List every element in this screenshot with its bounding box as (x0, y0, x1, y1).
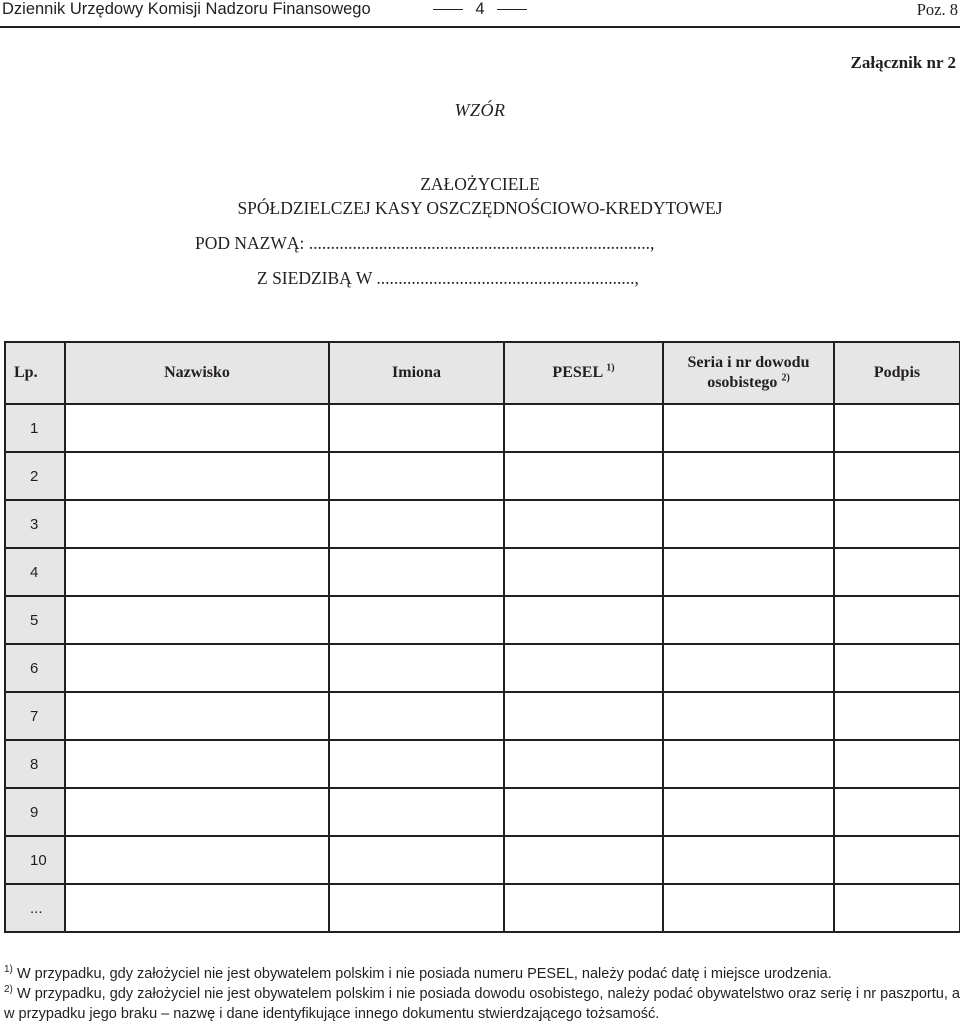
row-number: 5 (5, 596, 65, 644)
table-row (5, 548, 960, 596)
page-number (0, 0, 960, 19)
id-document-cell[interactable] (663, 884, 834, 932)
footnotes (4, 964, 960, 1024)
table-row (5, 644, 960, 692)
first-names-cell[interactable] (329, 788, 504, 836)
footnote-2-ref: 2) (4, 984, 13, 996)
row-number: 7 (5, 692, 65, 740)
pesel-cell[interactable] (504, 740, 663, 788)
table-row (5, 404, 960, 452)
col-lp: Lp. (5, 342, 65, 404)
first-names-cell[interactable] (329, 644, 504, 692)
row-number: 4 (5, 548, 65, 596)
col-id-line1: Seria i nr dowodu (687, 354, 810, 371)
signature-cell[interactable] (834, 500, 960, 548)
footnote-1-ref: 1) (4, 964, 13, 976)
journal-title: Dziennik Urzędowy Komisji Nadzoru Finansowego (2, 0, 371, 18)
page-number-value: 4 (475, 0, 485, 18)
footnote-2-text: W przypadku, gdy założyciel nie jest obywatelem polskim i nie posiada dowodu osobistego, należy podać obywatelstwo oraz serię i nr paszportu, a w przypadku jego braku – nazwę i dane identyfikujące innego dokumentu stwierdzającego tożsamość. (4, 986, 960, 1022)
table-row (5, 788, 960, 836)
surname-cell[interactable] (65, 644, 329, 692)
document-title-line2: SPÓŁDZIELCZEJ KASY OSZCZĘDNOŚCIOWO-KREDYTOWEJ (237, 198, 723, 218)
signature-cell[interactable] (834, 644, 960, 692)
signature-cell[interactable] (834, 596, 960, 644)
table-header-row (5, 342, 960, 404)
first-names-cell[interactable] (329, 404, 504, 452)
pesel-cell[interactable] (504, 596, 663, 644)
annex-label: Załącznik nr 2 (850, 53, 956, 72)
id-document-cell[interactable] (663, 788, 834, 836)
first-names-cell[interactable] (329, 884, 504, 932)
surname-cell[interactable] (65, 548, 329, 596)
surname-cell[interactable] (65, 740, 329, 788)
page-header (0, 0, 960, 28)
pesel-cell[interactable] (504, 836, 663, 884)
document-title-line1: ZAŁOŻYCIELE (420, 174, 540, 194)
id-document-cell[interactable] (663, 692, 834, 740)
dash-left (433, 9, 463, 10)
table-row (5, 500, 960, 548)
first-names-cell[interactable] (329, 740, 504, 788)
first-names-cell[interactable] (329, 548, 504, 596)
row-number: ... (5, 884, 65, 932)
table-row (5, 596, 960, 644)
pesel-cell[interactable] (504, 884, 663, 932)
table-body (5, 404, 960, 932)
row-number: 9 (5, 788, 65, 836)
first-names-cell[interactable] (329, 836, 504, 884)
id-document-cell[interactable] (663, 596, 834, 644)
row-number: 8 (5, 740, 65, 788)
surname-cell[interactable] (65, 404, 329, 452)
pesel-cell[interactable] (504, 452, 663, 500)
col-id-line2: osobistego (707, 374, 778, 391)
row-number: 10 (5, 836, 65, 884)
id-document-cell[interactable] (663, 500, 834, 548)
surname-cell[interactable] (65, 836, 329, 884)
surname-cell[interactable] (65, 500, 329, 548)
pesel-cell[interactable] (504, 548, 663, 596)
surname-cell[interactable] (65, 884, 329, 932)
signature-cell[interactable] (834, 740, 960, 788)
row-number: 3 (5, 500, 65, 548)
pesel-cell[interactable] (504, 500, 663, 548)
signature-cell[interactable] (834, 452, 960, 500)
signature-cell[interactable] (834, 788, 960, 836)
id-document-cell[interactable] (663, 836, 834, 884)
signature-cell[interactable] (834, 548, 960, 596)
table-row (5, 836, 960, 884)
surname-cell[interactable] (65, 692, 329, 740)
first-names-cell[interactable] (329, 500, 504, 548)
col-signature: Podpis (834, 342, 960, 404)
footnote-1-text: W przypadku, gdy założyciel nie jest obywatelem polskim i nie posiada numeru PESEL, należy podać datę i miejsce urodzenia. (16, 966, 832, 982)
id-document-cell[interactable] (663, 404, 834, 452)
id-document-cell[interactable] (663, 644, 834, 692)
pesel-footnote-ref: 1) (606, 362, 615, 374)
first-names-cell[interactable] (329, 596, 504, 644)
surname-cell[interactable] (65, 452, 329, 500)
row-number: 2 (5, 452, 65, 500)
signature-cell[interactable] (834, 836, 960, 884)
footnote-1 (4, 964, 960, 984)
first-names-cell[interactable] (329, 692, 504, 740)
signature-cell[interactable] (834, 404, 960, 452)
id-document-cell[interactable] (663, 452, 834, 500)
signature-cell[interactable] (834, 692, 960, 740)
col-pesel-label: PESEL (552, 364, 603, 381)
pesel-cell[interactable] (504, 788, 663, 836)
col-id-document (663, 342, 834, 404)
seat-field-line: Z SIEDZIBĄ W ..........................................................., (257, 268, 639, 288)
col-surname: Nazwisko (65, 342, 329, 404)
col-first-names: Imiona (329, 342, 504, 404)
row-number: 6 (5, 644, 65, 692)
pesel-cell[interactable] (504, 404, 663, 452)
name-field-line: POD NAZWĄ: .............................................................................., (195, 233, 655, 253)
pesel-cell[interactable] (504, 692, 663, 740)
table-row (5, 740, 960, 788)
position-number: Poz. 8 (916, 0, 958, 19)
row-number: 1 (5, 404, 65, 452)
id-document-cell[interactable] (663, 548, 834, 596)
founders-table (4, 341, 960, 933)
signature-cell[interactable] (834, 884, 960, 932)
footnote-2 (4, 984, 960, 1024)
col-pesel (504, 342, 663, 404)
template-label: WZÓR (454, 100, 506, 120)
table-row (5, 884, 960, 932)
surname-cell[interactable] (65, 596, 329, 644)
id-document-cell[interactable] (663, 740, 834, 788)
table-row (5, 452, 960, 500)
dash-right (497, 9, 527, 10)
pesel-cell[interactable] (504, 644, 663, 692)
id-footnote-ref: 2) (781, 372, 790, 384)
table-row (5, 692, 960, 740)
first-names-cell[interactable] (329, 452, 504, 500)
surname-cell[interactable] (65, 788, 329, 836)
